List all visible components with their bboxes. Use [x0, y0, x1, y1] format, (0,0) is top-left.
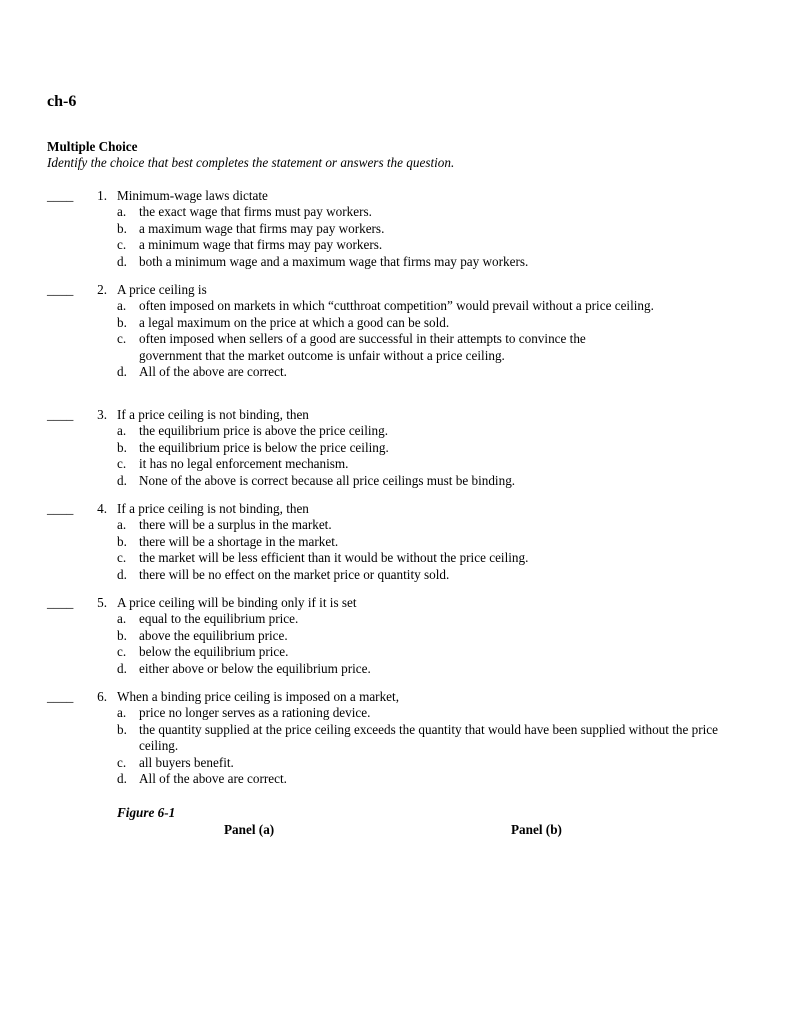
choice-letter: b.: [117, 533, 127, 549]
choice-text: there will be no effect on the market price or quantity sold.: [139, 566, 450, 582]
question-stem: A price ceiling will be binding only if it is set: [117, 595, 357, 610]
choice: [47, 473, 747, 489]
choice-text: there will be a surplus in the market.: [139, 517, 332, 533]
choice-text: None of the above is correct because all price ceilings must be binding.: [139, 472, 516, 488]
choice: [47, 517, 747, 533]
choice-text: equal to the equilibrium price.: [139, 611, 299, 627]
choice-text: the market will be less efficient than it would be without the price ceiling.: [139, 550, 529, 566]
choice: [47, 315, 747, 331]
choice: [47, 722, 751, 755]
answer-blank[interactable]: ____: [47, 595, 74, 610]
question-2: [47, 282, 747, 380]
choice-text: a maximum wage that firms may pay workers.: [139, 220, 385, 236]
choice-letter: d.: [117, 472, 127, 488]
instructions: Identify the choice that best completes the statement or answers the question.: [47, 155, 455, 170]
choice-text: there will be a shortage in the market.: [139, 533, 339, 549]
panel-b-label: Panel (b): [511, 822, 562, 837]
choice: [47, 755, 747, 771]
choice-letter: d.: [117, 566, 127, 582]
choice-text: All of the above are correct.: [139, 364, 287, 380]
question-stem: If a price ceiling is not binding, then: [117, 407, 309, 422]
choice: [47, 611, 747, 627]
question-1: [47, 188, 747, 270]
choice-letter: c.: [117, 331, 127, 347]
question-6: [47, 689, 747, 787]
question-3: [47, 407, 747, 489]
choice-text: below the equilibrium price.: [139, 644, 289, 660]
question-number: 1.: [97, 188, 107, 203]
choice-text: both a minimum wage and a maximum wage that firms may pay workers.: [139, 253, 529, 269]
choice-letter: c.: [117, 237, 127, 253]
choice: [47, 204, 747, 220]
choice-letter: b.: [117, 220, 127, 236]
choice-letter: d.: [117, 253, 127, 269]
question-number: 5.: [97, 595, 107, 610]
choice: [47, 221, 747, 237]
choice-letter: b.: [117, 439, 127, 455]
choice-text: above the equilibrium price.: [139, 627, 288, 643]
question-number: 6.: [97, 689, 107, 704]
question-number: 2.: [97, 282, 107, 297]
choice-text: all buyers benefit.: [139, 754, 234, 770]
choice-text: a legal maximum on the price at which a good can be sold.: [139, 314, 450, 330]
choice: [47, 254, 747, 270]
question-stem: If a price ceiling is not binding, then: [117, 501, 309, 516]
choice-letter: a.: [117, 298, 127, 314]
choice-letter: a.: [117, 611, 127, 627]
choice: [47, 661, 747, 677]
choice: [47, 440, 747, 456]
choice-letter: a.: [117, 423, 127, 439]
choice: [47, 628, 747, 644]
choice-text: the equilibrium price is below the price ceiling.: [139, 439, 389, 455]
question-number: 3.: [97, 407, 107, 422]
choice: [47, 364, 747, 380]
choice: [47, 644, 747, 660]
choice-letter: a.: [117, 517, 127, 533]
panel-a-label: Panel (a): [224, 822, 275, 837]
answer-blank[interactable]: ____: [47, 501, 74, 516]
question-stem: Minimum-wage laws dictate: [117, 188, 268, 203]
choice-text: price no longer serves as a rationing device.: [139, 705, 371, 721]
figure-label: Figure 6-1: [117, 805, 176, 820]
choice: [47, 456, 747, 472]
choice-text: the quantity supplied at the price ceiling exceeds the quantity that would have been supplied without the price ceiling.: [139, 721, 718, 754]
choice: [47, 237, 747, 253]
answer-blank[interactable]: ____: [47, 188, 74, 203]
choice-letter: b.: [117, 627, 127, 643]
question-4: [47, 501, 747, 583]
choice-letter: d.: [117, 771, 127, 787]
choice-letter: c.: [117, 456, 127, 472]
choice: [47, 534, 747, 550]
question-number: 4.: [97, 501, 107, 516]
choice-letter: d.: [117, 364, 127, 380]
choice-text: often imposed on markets in which “cutthroat competition” would prevail without a price ceiling.: [139, 298, 654, 314]
choice: [47, 567, 747, 583]
choice-letter: a.: [117, 204, 127, 220]
choice-text: All of the above are correct.: [139, 771, 287, 787]
choice-text: it has no legal enforcement mechanism.: [139, 456, 349, 472]
choice-letter: c.: [117, 754, 127, 770]
choice-letter: b.: [117, 721, 127, 737]
choice: [47, 331, 639, 364]
choice: [47, 771, 747, 787]
section-heading: Multiple Choice: [47, 139, 138, 154]
choice-text: the exact wage that firms must pay workers.: [139, 204, 372, 220]
choice: [47, 423, 747, 439]
answer-blank[interactable]: ____: [47, 282, 74, 297]
choice: [47, 550, 747, 566]
answer-blank[interactable]: ____: [47, 407, 74, 422]
question-stem: A price ceiling is: [117, 282, 207, 297]
choice-text: often imposed when sellers of a good are successful in their attempts to convince the government that the market outcome is unfair without a price ceiling.: [139, 331, 586, 363]
page-title: ch-6: [47, 93, 77, 110]
choice-text: either above or below the equilibrium price.: [139, 660, 371, 676]
choice-letter: d.: [117, 660, 127, 676]
choice-text: a minimum wage that firms may pay workers.: [139, 237, 383, 253]
choice-text: the equilibrium price is above the price ceiling.: [139, 423, 389, 439]
question-stem: When a binding price ceiling is imposed on a market,: [117, 689, 399, 704]
choice: [47, 705, 747, 721]
choice: [47, 298, 664, 314]
choice-letter: b.: [117, 314, 127, 330]
choice-letter: c.: [117, 644, 127, 660]
answer-blank[interactable]: ____: [47, 689, 74, 704]
question-5: [47, 595, 747, 677]
choice-letter: c.: [117, 550, 127, 566]
choice-letter: a.: [117, 705, 127, 721]
